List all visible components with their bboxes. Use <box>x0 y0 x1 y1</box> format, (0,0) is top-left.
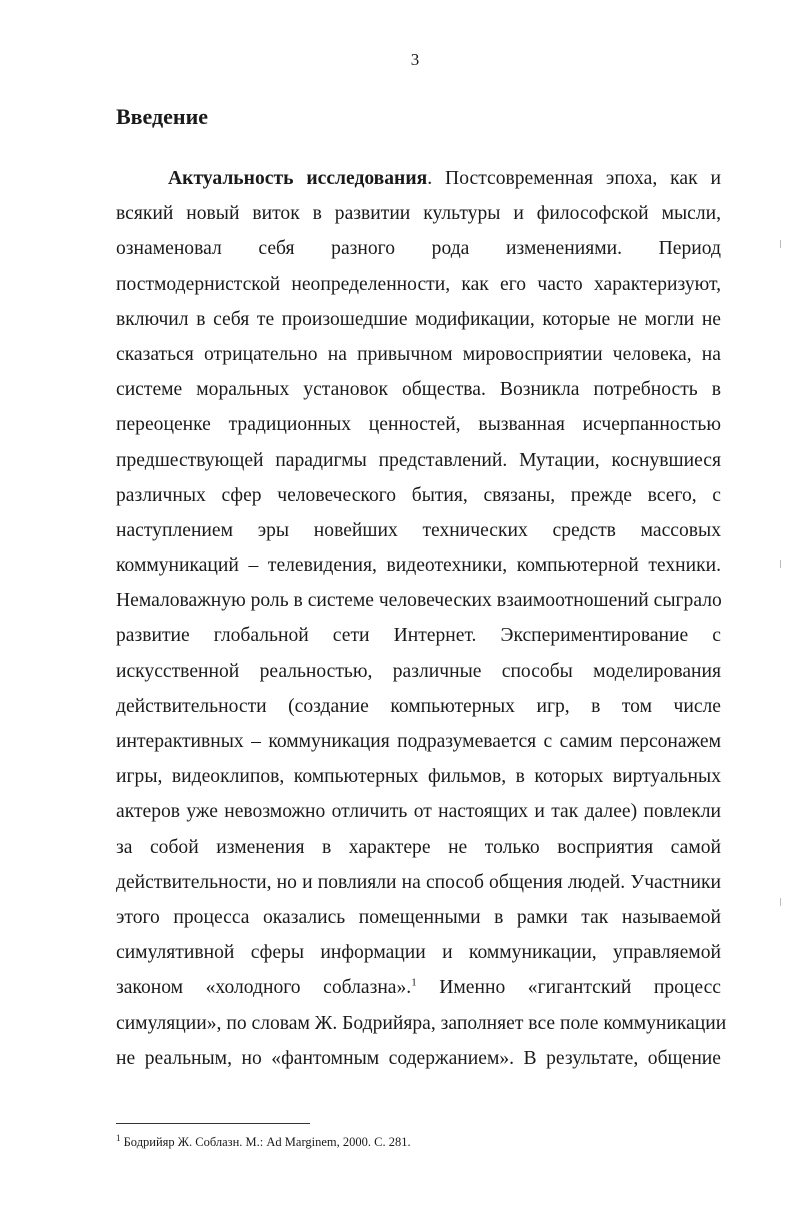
text-line: ознаменовал себя разного рода изменениями. Период <box>116 238 721 260</box>
scan-edge-mark <box>780 898 781 906</box>
footnote-number: 1 <box>116 1133 121 1143</box>
text-line: искусственной реальностью, различные способы моделирования <box>116 660 721 682</box>
text-line: действительности, но и повлияли на способ общения людей. Участники <box>116 871 721 893</box>
scan-edge-mark <box>780 240 781 248</box>
text-line: постмодернистской неопределенности, как его часто характеризуют, <box>116 273 721 295</box>
footnote-separator <box>116 1123 310 1124</box>
text-line: за собой изменения в характере не только восприятия самой <box>116 836 721 858</box>
note-line-end: Именно «гигантский процесс <box>416 977 721 999</box>
footnote <box>116 1133 411 1150</box>
text-line: сказаться отрицательно на привычном мировосприятии человека, на <box>116 343 721 365</box>
text-line: развитие глобальной сети Интернет. Экспериментирование с <box>116 625 721 647</box>
text-line: различных сфер человеческого бытия, связаны, прежде всего, с <box>116 484 721 506</box>
text-line: Немаловажную роль в системе человеческих взаимоотношений сыграло <box>116 590 722 612</box>
text-line: симуляции», по словам Ж. Бодрийяра, заполняет все поле коммуникации <box>116 1012 727 1034</box>
scan-edge-mark <box>780 560 781 568</box>
text-line: симулятивной сферы информации и коммуникации, управляемой <box>116 942 721 964</box>
text-line-with-footnote <box>116 970 721 1005</box>
text-line: коммуникаций – телевидения, видеотехники, компьютерной техники. <box>116 555 721 577</box>
text-line: интерактивных – коммуникация подразумевается с самим персонажем <box>116 731 721 752</box>
note-line-start: законом «холодного соблазна». <box>116 977 412 999</box>
text-line: системе моральных установок общества. Возникла потребность в <box>116 379 721 401</box>
section-heading: Введение <box>116 104 209 129</box>
text-line: этого процесса оказались помещенными в рамки так называемой <box>116 906 721 928</box>
text-line: действительности (создание компьютерных игр, в том числе <box>116 695 721 717</box>
text-line: переоценке традиционных ценностей, вызванная исчерпанностью <box>116 414 721 436</box>
footnote-text: Бодрийяр Ж. Соблазн. М.: Ad Marginem, 2000. С. 281. <box>120 1135 411 1150</box>
text-line: актеров уже невозможно отличить от настоящих и так далее) повлекли <box>116 801 721 823</box>
text-line: включил в себя те произошедшие модификации, которые не могли не <box>116 308 721 330</box>
text-line: всякий новый виток в развитии культуры и философской мысли, <box>116 203 721 225</box>
first-line-text: . Постсовременная эпоха, как и <box>427 168 722 189</box>
text-line: игры, видеоклипов, компьютерных фильмов, в которых виртуальных <box>116 766 721 788</box>
text-line: наступлением эры новейших технических средств массовых <box>116 519 721 541</box>
text-line: предшествующей парадигмы представлений. Мутации, коснувшиеся <box>116 449 721 471</box>
paragraph-first-line <box>116 161 721 196</box>
page-number: 3 <box>410 50 420 69</box>
text-line: не реальным, но «фантомным содержанием». В результате, общение <box>116 1047 721 1069</box>
lead-phrase: Актуальность исследования <box>168 168 428 189</box>
footnote-reference[interactable]: 1 <box>411 976 417 989</box>
body-paragraph <box>116 161 727 1076</box>
